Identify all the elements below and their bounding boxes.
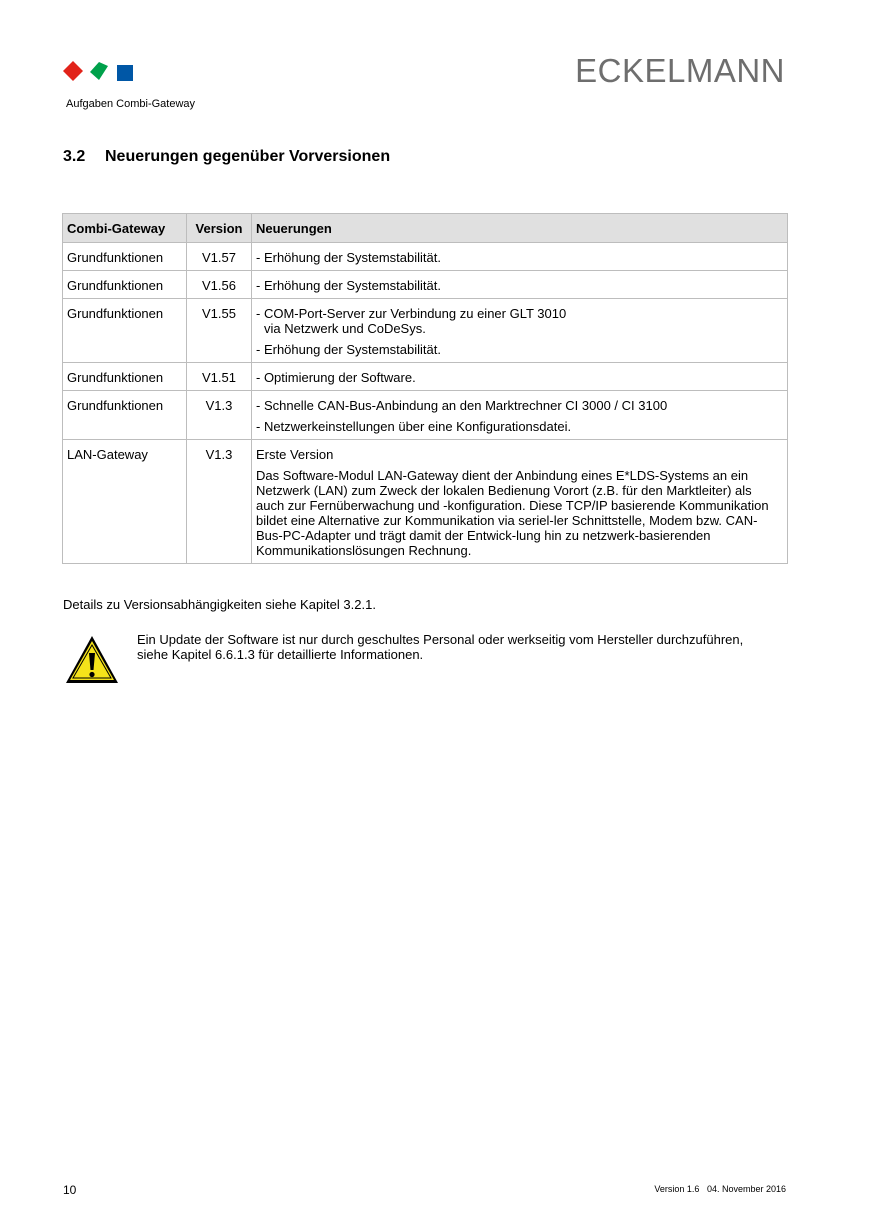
- table-header-row: [63, 214, 788, 243]
- section-title-text: Neuerungen gegenüber Vorversionen: [105, 148, 391, 165]
- cell-changes: [252, 391, 788, 440]
- change-item: - Schnelle CAN-Bus-Anbindung an den Marktrechner CI 3000 / CI 3100: [256, 398, 668, 413]
- change-item: - Optimierung der Software.: [256, 370, 416, 385]
- change-item: - Erhöhung der Systemstabilität.: [256, 250, 441, 265]
- table-row: [63, 363, 788, 391]
- change-item-description: Das Software-Modul LAN-Gateway dient der Anbindung eines E*LDS-Systems an ein Netzwerk (LAN) zum Zweck der lokalen Bedienung Vorort (z.B. für den Marktleiter) als auch zur Fernüberwachung und -konfiguration. Diese TCP/IP basierende Kommunikation bildet eine Alternative zur Kommunikation via seriel-ler Schnittstelle, Modem bzw. CAN-Bus-PC-Adapter und trägt damit der Entwick-lung hin zu netzwerk-basierenden Kommunikationslösungen Rechnung.: [256, 468, 769, 558]
- cell-changes: [252, 363, 788, 391]
- cell-changes: [252, 440, 788, 564]
- cell-module: Grundfunktionen: [63, 299, 187, 363]
- table-row: [63, 440, 788, 564]
- cell-module: Grundfunktionen: [63, 271, 187, 299]
- cell-version: V1.3: [187, 391, 252, 440]
- table-row: [63, 299, 788, 363]
- cell-changes: [252, 243, 788, 271]
- cell-module: Grundfunktionen: [63, 391, 187, 440]
- table-row: [63, 391, 788, 440]
- running-head: Aufgaben Combi-Gateway: [66, 98, 196, 110]
- change-item: - Netzwerkeinstellungen über eine Konfigurationsdatei.: [256, 419, 572, 434]
- cell-module: Grundfunktionen: [63, 243, 187, 271]
- cell-version: V1.55: [187, 299, 252, 363]
- cell-module: Grundfunktionen: [63, 363, 187, 391]
- section-title: [63, 148, 390, 166]
- cell-changes: [252, 271, 788, 299]
- warning-triangle-icon: [64, 634, 120, 686]
- column-header-changes: Neuerungen: [252, 214, 788, 243]
- cell-version: V1.57: [187, 243, 252, 271]
- cell-module: LAN-Gateway: [63, 440, 187, 564]
- brand-name: ECKELMANN: [575, 52, 785, 89]
- versions-table: [62, 213, 788, 564]
- cell-version: V1.3: [187, 440, 252, 564]
- change-item: - Erhöhung der Systemstabilität.: [256, 342, 441, 357]
- change-item-continuation: via Netzwerk und CoDeSys.: [264, 321, 426, 336]
- eckelmann-logo-icon: [63, 59, 135, 83]
- table-row: [63, 271, 788, 299]
- section-number: 3.2: [63, 148, 86, 165]
- change-item: - Erhöhung der Systemstabilität.: [256, 278, 441, 293]
- cell-version: V1.51: [187, 363, 252, 391]
- change-item-line: - COM-Port-Server zur Verbindung zu einer GLT 3010: [256, 306, 567, 321]
- table-row: [63, 243, 788, 271]
- page-number: 10: [63, 1183, 77, 1197]
- change-item: Erste Version: [256, 447, 334, 462]
- cell-changes: [252, 299, 788, 363]
- details-note: Details zu Versionsabhängigkeiten siehe Kapitel 3.2.1.: [63, 597, 376, 612]
- version-note: Version 1.6 04. November 2016: [654, 1184, 786, 1194]
- column-header-version: Version: [187, 214, 252, 243]
- cell-version: V1.56: [187, 271, 252, 299]
- change-item: [256, 306, 783, 336]
- warning-text: Ein Update der Software ist nur durch geschultes Personal oder werkseitig vom Hersteller durchzuführen, siehe Kapitel 6.6.1.3 für detaillierte Informationen.: [137, 632, 744, 662]
- column-header-module: Combi-Gateway: [63, 214, 187, 243]
